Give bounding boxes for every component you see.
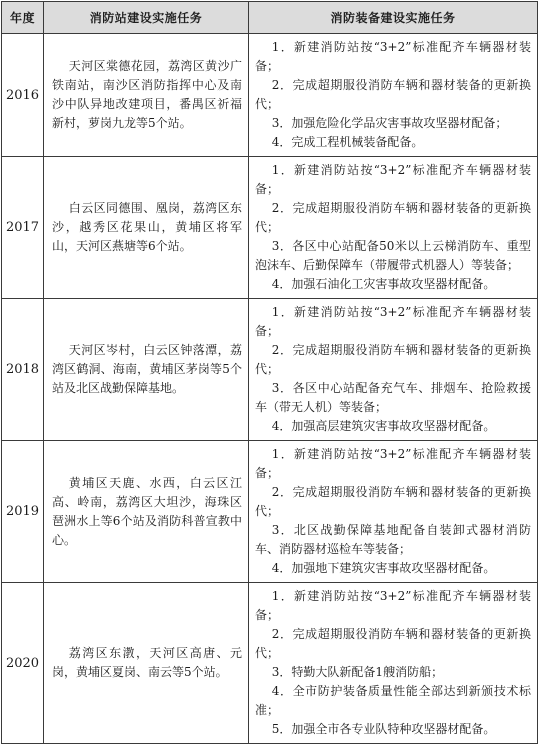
header-year: 年度 — [2, 2, 44, 34]
equipment-item: 4．全市防护装备质量性能全部达到新颁技术标准； — [255, 684, 531, 717]
stations-cell — [44, 157, 249, 299]
equipment-item: 2．完成超期服役消防车辆和器材装备的更新换代； — [255, 627, 531, 660]
stations-text: 天河区棠德花园，荔湾区黄沙广铁南站，南沙区消防指挥中心及南沙中队异地改建项目，番禺区祈福新村，萝岗九龙等5个站。 — [52, 59, 242, 130]
stations-cell — [44, 441, 249, 583]
year-cell: 2017 — [2, 157, 44, 299]
equipment-item: 4．加强石油化工灾害事故攻坚器材配备。 — [271, 277, 496, 291]
equipment-cell — [249, 583, 538, 744]
stations-cell — [44, 34, 249, 157]
equipment-item: 4．加强地下建筑灾害事故攻坚器材配备。 — [271, 561, 496, 575]
equipment-item: 4．完成工程机械装备配备。 — [271, 135, 424, 149]
equipment-item: 1．新建消防站按“3+2”标准配齐车辆器材装备； — [255, 447, 531, 480]
year-cell: 2018 — [2, 299, 44, 441]
equipment-cell — [249, 34, 538, 157]
equipment-item: 1．新建消防站按“3+2”标准配齐车辆器材装备； — [255, 163, 531, 196]
table-row — [2, 299, 538, 441]
equipment-cell — [249, 157, 538, 299]
header-equipment: 消防装备建设实施任务 — [249, 2, 538, 34]
stations-cell — [44, 299, 249, 441]
year-cell: 2019 — [2, 441, 44, 583]
equipment-item: 1．新建消防站按“3+2”标准配齐车辆器材装备； — [255, 40, 531, 73]
year-cell: 2020 — [2, 583, 44, 744]
equipment-item: 1．新建消防站按“3+2”标准配齐车辆器材装备； — [255, 589, 531, 622]
equipment-item: 3．各区中心站配备50米以上云梯消防车、重型泡沫车、后勤保障车（带履带式机器人）等装备； — [255, 239, 531, 272]
stations-text: 天河区岑村，白云区钟落潭，荔湾区鹤洞、海南，黄埔区茅岗等5个站及北区战勤保障基地。 — [52, 343, 242, 395]
equipment-item: 3．各区中心站配备充气车、排烟车、抢险救援车（带无人机）等装备； — [255, 381, 531, 414]
equipment-item: 3．北区战勤保障基地配备自装卸式器材消防车、消防器材巡检车等装备； — [255, 523, 531, 556]
stations-text: 黄埔区天鹿、水西，白云区江高、岭南，荔湾区大坦沙，海珠区琶洲水上等6个站及消防科普宣教中心。 — [52, 475, 242, 547]
equipment-item: 1．新建消防站按“3+2”标准配齐车辆器材装备； — [255, 305, 531, 338]
stations-text: 白云区同德围、凰岗，荔湾区东沙，越秀区花果山，黄埔区将军山，天河区燕塘等6个站。 — [52, 201, 242, 253]
equipment-cell — [249, 299, 538, 441]
table-header-row — [2, 2, 538, 34]
table-row — [2, 157, 538, 299]
equipment-item: 3．特勤大队新配备1艘消防船； — [271, 665, 444, 679]
header-stations: 消防站建设实施任务 — [44, 2, 249, 34]
equipment-cell — [249, 441, 538, 583]
stations-cell — [44, 583, 249, 744]
equipment-item: 4．加强高层建筑灾害事故攻坚器材配备。 — [271, 419, 496, 433]
equipment-item: 2．完成超期服役消防车辆和器材装备的更新换代； — [255, 78, 531, 111]
table-row — [2, 441, 538, 583]
year-cell: 2016 — [2, 34, 44, 157]
equipment-item: 5．加强全市各专业队特种攻坚器材配备。 — [271, 722, 496, 736]
table-row — [2, 583, 538, 744]
tasks-table — [1, 1, 538, 744]
stations-text: 荔湾区东漖，天河区高唐、元岗，黄埔区夏岗、南云等5个站。 — [52, 646, 242, 679]
equipment-item: 2．完成超期服役消防车辆和器材装备的更新换代； — [255, 201, 531, 234]
equipment-item: 3．加强危险化学品灾害事故攻坚器材配备； — [271, 116, 508, 130]
table-row — [2, 34, 538, 157]
equipment-item: 2．完成超期服役消防车辆和器材装备的更新换代； — [255, 343, 531, 376]
equipment-item: 2．完成超期服役消防车辆和器材装备的更新换代； — [255, 485, 531, 518]
